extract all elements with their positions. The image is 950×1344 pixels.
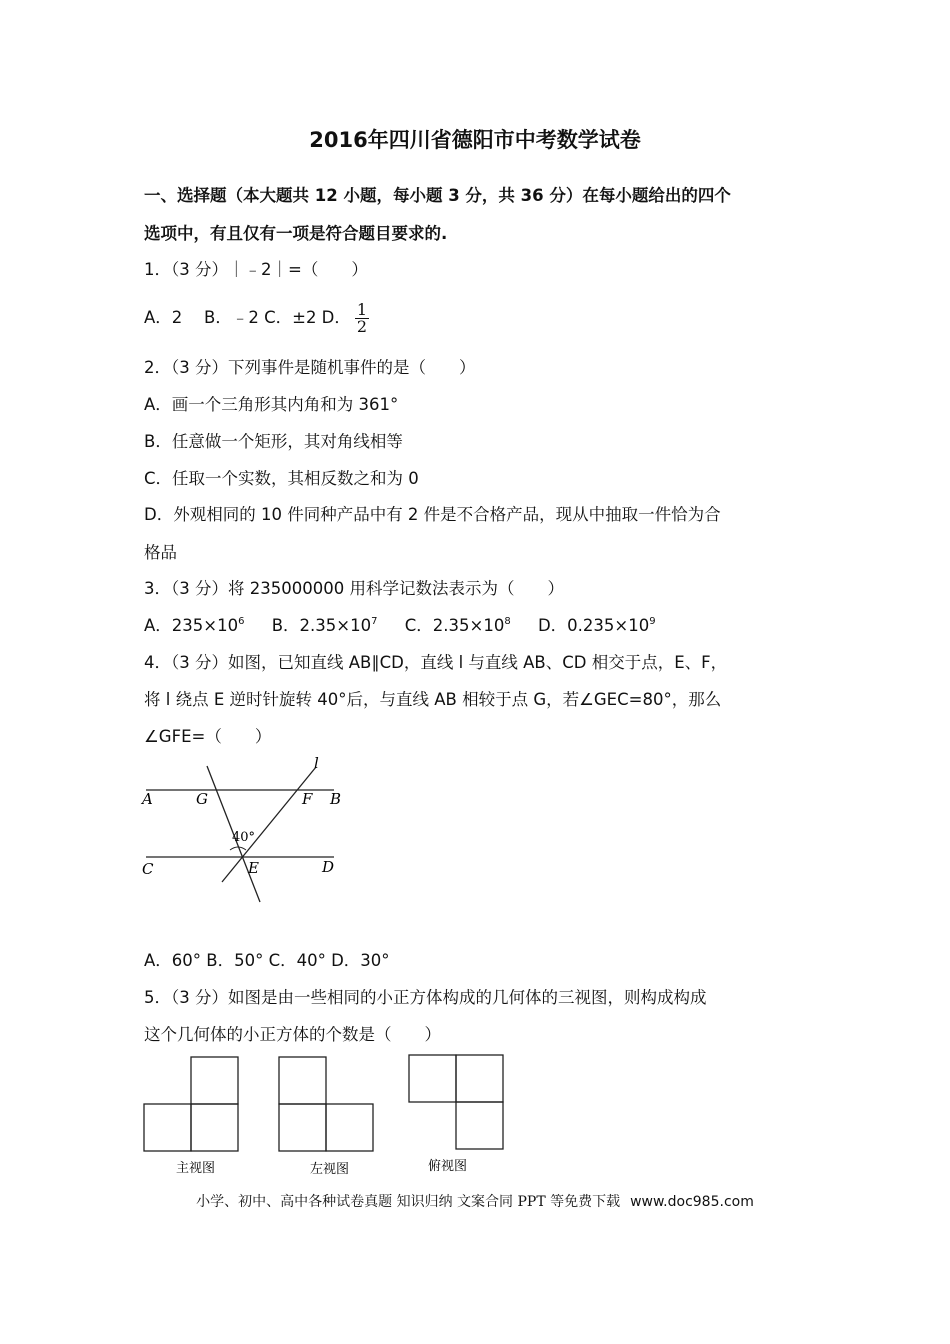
q2-option-d-line2: 格品 bbox=[144, 543, 177, 562]
front-view-top-square bbox=[191, 1057, 238, 1104]
q3-stem: 3．（3 分）将 235000000 用科学记数法表示为（ ） bbox=[144, 579, 564, 598]
q3-option-a-base: A．235×10 bbox=[144, 616, 239, 635]
label-l: l bbox=[314, 754, 319, 772]
q1-options-text: A．2 B．﹣2 C．±2 D． bbox=[144, 308, 351, 327]
q3-option-b bbox=[272, 616, 378, 635]
left-view-bottom-left-square bbox=[279, 1104, 326, 1151]
q3-option-c-exp: 8 bbox=[504, 616, 511, 627]
q4-options: A．60° B．50° C．40° D．30° bbox=[144, 951, 390, 970]
label-f: F bbox=[302, 790, 313, 808]
q2-option-c: C．任取一个实数，其相反数之和为 0 bbox=[144, 469, 419, 488]
label-d: D bbox=[322, 858, 335, 876]
q2-option-a: A．画一个三角形其内角和为 361° bbox=[144, 395, 399, 414]
q4-line1-text: 4．（3 分）如图，已知直线 AB∥CD，直线 l 与直线 AB、CD 相交于点，E、F， bbox=[144, 653, 728, 672]
footer-text: 小学、初中、高中各种试卷真题 知识归纳 文案合同 PPT 等免费下载 bbox=[196, 1194, 621, 1210]
label-b: B bbox=[330, 790, 342, 808]
front-view-label: 主视图 bbox=[176, 1161, 216, 1176]
q3-option-c bbox=[405, 616, 511, 635]
q4-line1 bbox=[144, 649, 806, 673]
page-title: 2016年四川省德阳市中考数学试卷 bbox=[309, 128, 641, 152]
label-angle: 40° bbox=[232, 830, 256, 845]
section-heading-text: 一、选择题（本大题共 12 小题，每小题 3 分，共 36 分）在每小题给出的四个 bbox=[144, 186, 731, 205]
top-view-bottom-square bbox=[456, 1102, 503, 1149]
q3-options bbox=[144, 612, 656, 636]
q5-three-views bbox=[140, 1050, 520, 1180]
front-view bbox=[144, 1057, 238, 1151]
q5-line1-text: 5．（3 分）如图是由一些相同的小正方体构成的几何体的三视图，则构成构成 bbox=[144, 988, 707, 1007]
top-view-top-right-square bbox=[456, 1055, 503, 1102]
top-view bbox=[409, 1055, 503, 1149]
label-a: A bbox=[142, 790, 153, 808]
angle-arc bbox=[230, 847, 246, 850]
q3-option-d bbox=[538, 616, 656, 635]
q3-option-a-exp: 6 bbox=[238, 616, 245, 627]
left-view-label: 左视图 bbox=[310, 1162, 350, 1177]
label-g: G bbox=[196, 790, 208, 808]
top-view-label: 俯视图 bbox=[428, 1159, 468, 1174]
section-heading-line2: 选项中，有且仅有一项是符合题目要求的. bbox=[144, 224, 448, 243]
q1-fraction bbox=[355, 302, 369, 335]
q4-line2-text: 将 l 绕点 E 逆时针旋转 40°后，与直线 AB 相较于点 G，若∠GEC=80°，那么 bbox=[144, 690, 722, 709]
q2-option-d-text: D．外观相同的 10 件同种产品中有 2 件是不合格产品，现从中抽取一件恰为合 bbox=[144, 505, 721, 524]
q5-line2: 这个几何体的小正方体的个数是（ ） bbox=[144, 1025, 441, 1044]
q4-line3: ∠GFE=（ ） bbox=[144, 727, 272, 746]
q1-stem: 1．（3 分）｜﹣2｜=（ ） bbox=[144, 260, 368, 279]
q5-line1 bbox=[144, 984, 806, 1008]
top-view-top-left-square bbox=[409, 1055, 456, 1102]
q4-line2 bbox=[144, 686, 806, 710]
left-view-bottom-right-square bbox=[326, 1104, 373, 1151]
front-view-bottom-left-square bbox=[144, 1104, 191, 1151]
section-heading-line1 bbox=[144, 182, 806, 206]
q1-fraction-numerator: 1 bbox=[356, 300, 368, 319]
q1-fraction-denominator: 2 bbox=[356, 317, 368, 336]
q2-stem: 2．（3 分）下列事件是随机事件的是（ ） bbox=[144, 358, 476, 377]
left-view-top-square bbox=[279, 1057, 326, 1104]
footer-url[interactable]: www.doc985.com bbox=[630, 1194, 754, 1210]
q1-options bbox=[144, 302, 369, 335]
line-l bbox=[222, 767, 316, 882]
page-footer bbox=[0, 1191, 950, 1211]
label-e: E bbox=[248, 859, 259, 877]
q3-option-a bbox=[144, 616, 244, 635]
q2-option-b: B．任意做一个矩形，其对角线相等 bbox=[144, 432, 403, 451]
q4-figure bbox=[138, 752, 348, 907]
q3-option-b-exp: 7 bbox=[371, 616, 378, 627]
front-view-bottom-right-square bbox=[191, 1104, 238, 1151]
q2-option-d-line1 bbox=[144, 501, 806, 525]
q3-option-b-base: B．2.35×10 bbox=[271, 616, 372, 635]
left-view bbox=[279, 1057, 373, 1151]
q3-option-d-exp: 9 bbox=[649, 616, 656, 627]
q3-option-c-base: C．2.35×10 bbox=[404, 616, 505, 635]
q3-option-d-base: D．0.235×10 bbox=[537, 616, 650, 635]
label-c: C bbox=[142, 860, 154, 878]
